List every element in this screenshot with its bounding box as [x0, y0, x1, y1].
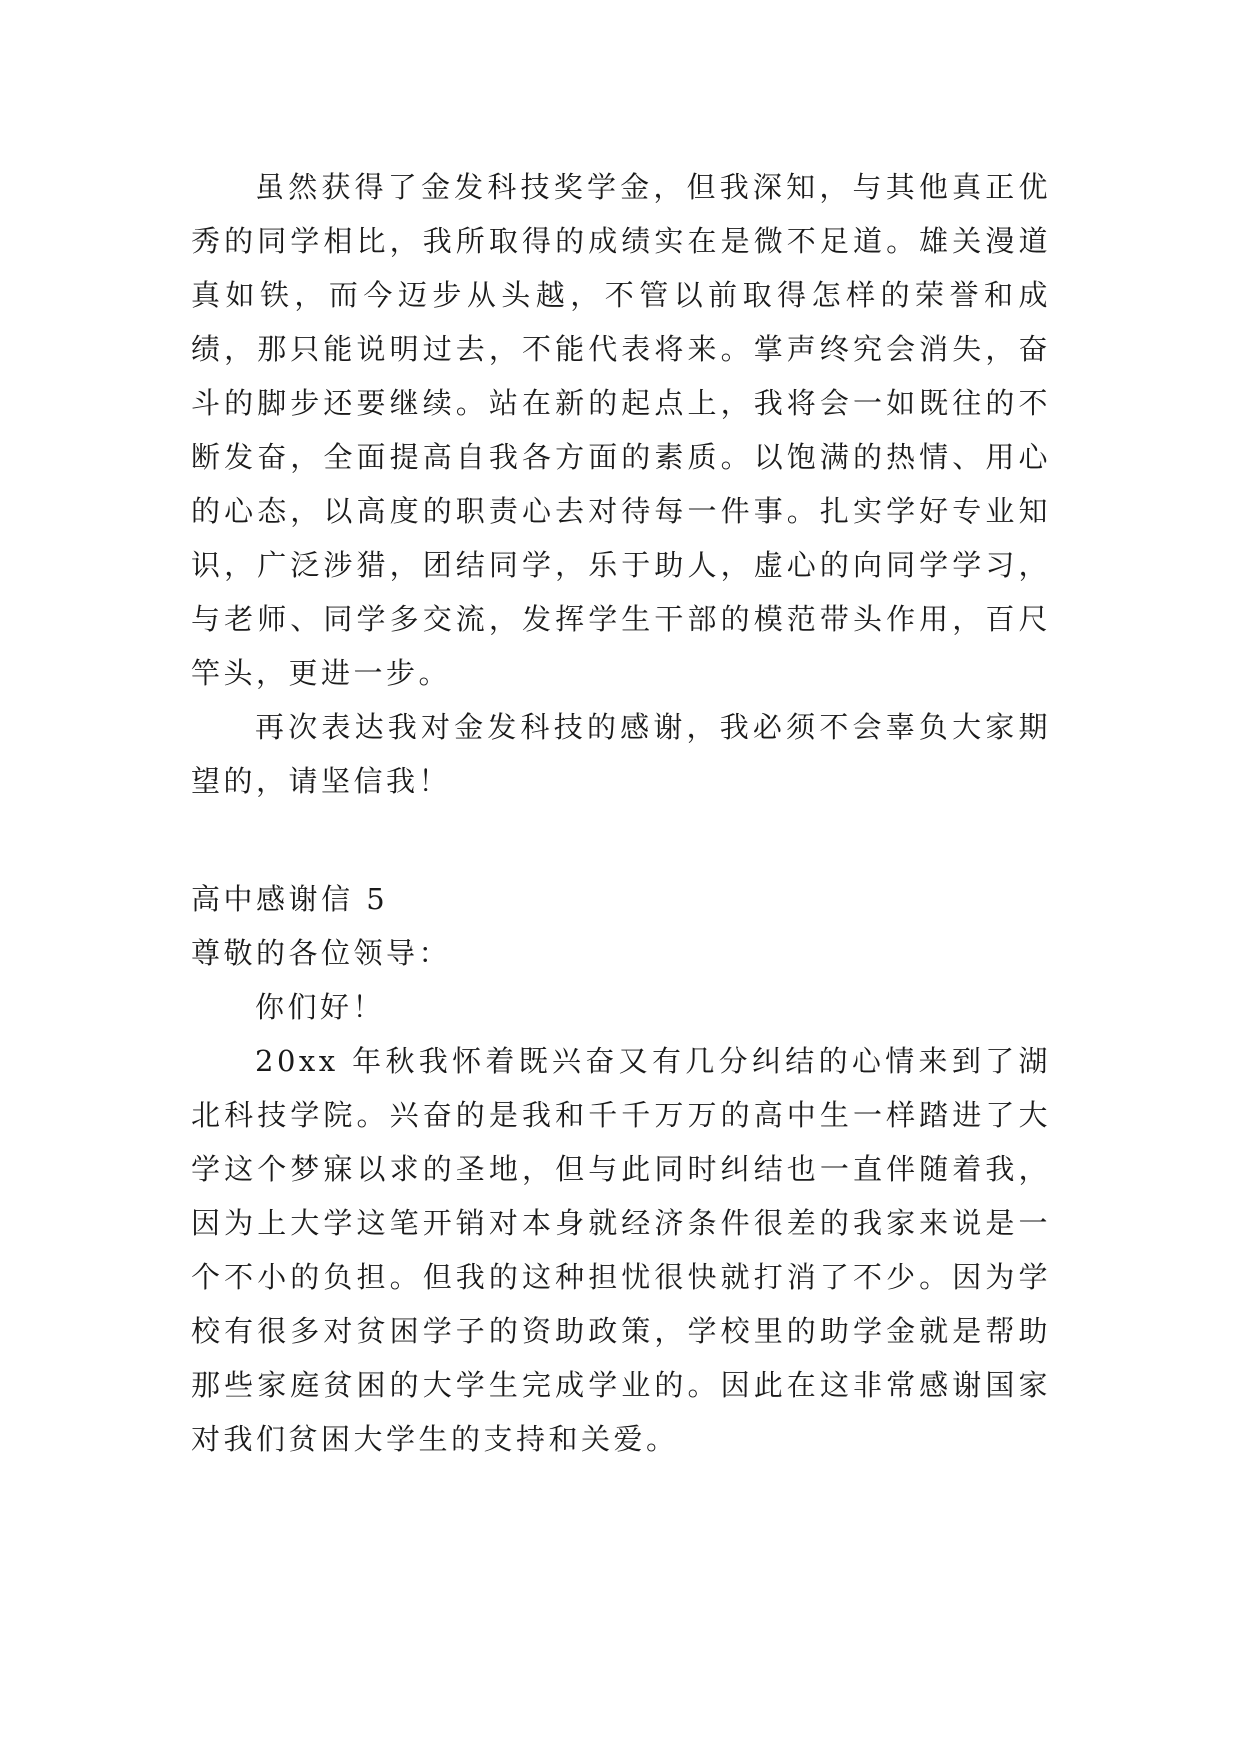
- letter-greeting: 你们好！: [255, 990, 386, 1024]
- section-title: 高中感谢信 5: [191, 882, 389, 916]
- document-body: [191, 160, 1051, 1466]
- body-paragraph: 再次表达我对金发科技的感谢，我必须不会辜负大家期望的，请坚信我！: [191, 710, 1051, 798]
- letter-salutation: 尊敬的各位领导：: [191, 936, 452, 970]
- body-paragraph: 虽然获得了金发科技奖学金，但我深知，与其他真正优秀的同学相比，我所取得的成绩实在是微不足道。雄关漫道真如铁，而今迈步从头越，不管以前取得怎样的荣誉和成绩，那只能说明过去，不能代表将来。掌声终究会消失，奋斗的脚步还要继续。站在新的起点上，我将会一如既往的不断发奋，全面提高自我各方面的素质。以饱满的热情、用心的心态，以高度的职责心去对待每一件事。扎实学好专业知识，广泛涉猎，团结同学，乐于助人，虚心的向同学学习，与老师、同学多交流，发挥学生干部的模范带头作用，百尺竿头，更进一步。: [191, 170, 1051, 690]
- body-paragraph: 20xx 年秋我怀着既兴奋又有几分纠结的心情来到了湖北科技学院。兴奋的是我和千千万万的高中生一样踏进了大学这个梦寐以求的圣地，但与此同时纠结也一直伴随着我，因为上大学这笔开销对本身就经济条件很差的我家来说是一个不小的负担。但我的这种担忧很快就打消了不少。因为学校有很多对贫困学子的资助政策，学校里的助学金就是帮助那些家庭贫困的大学生完成学业的。因此在这非常感谢国家对我们贫困大学生的支持和关爱。: [191, 1044, 1051, 1456]
